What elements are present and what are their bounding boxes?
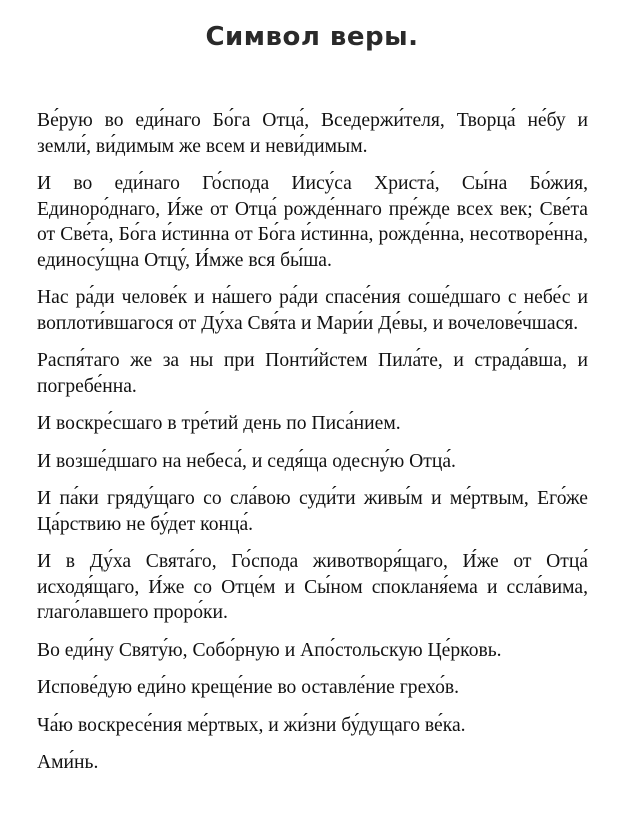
paragraph-2: И во еди́наго Го́спода Иису́са Христа́, Сы́на Бо́жия, Единоро́днаго, И́же от Отца́ рожде́ннаго пре́жде всех век; Све́та от Све́та, Бо́га и́стинна от Бо́га и́стинна, рожде́нна, несотворе́нна, единосу́щна Отцу́, И́мже вся бы́ша. — [37, 173, 588, 271]
paragraph-1: Ве́рую во еди́наго Бо́га Отца́, Вседержи́теля, Творца́ не́бу и земли́, ви́димым же всем и неви́димым. — [37, 110, 588, 157]
paragraph-6: И возше́дшаго на небеса́, и седя́ща одесну́ю Отца́. — [37, 450, 456, 472]
paragraph-8: И в Ду́ха Свята́го, Го́спода животворя́щаго, И́же от Отца́ исходя́щаго, И́же со Отце́м и Сы́ном спокланя́ема и ссла́вима, глаго́лавшего проро́ки. — [37, 551, 588, 623]
paragraph-3: Нас ра́ди челове́к и на́шего ра́ди спасе́ния соше́дшаго с небе́с и воплоти́вшагося от Ду́ха Свя́та и Мари́и Де́вы, и вочелове́чшася. — [37, 287, 588, 334]
paragraph-5: И воскре́сшаго в тре́тий день по Писа́нием. — [37, 413, 401, 434]
document-title: Символ веры. — [205, 22, 419, 52]
paragraph-9: Во еди́ну Святу́ю, Собо́рную и Апо́стольскую Це́рковь. — [37, 639, 502, 661]
paragraph-7: И па́ки гряду́щаго со сла́вою суди́ти живы́м и ме́ртвым, Его́же Ца́рствию не бу́дет конца́. — [37, 488, 588, 535]
paragraph-10: Испове́дую еди́но креще́ние во оставле́ние грехо́в. — [37, 677, 460, 698]
document-body — [37, 108, 588, 788]
paragraph-12: Ами́нь. — [37, 752, 99, 773]
paragraph-4: Распя́таго же за ны при Понти́йстем Пила́те, и страда́вша, и погребе́нна. — [37, 350, 588, 397]
paragraph-11: Ча́ю воскресе́ния ме́ртвых, и жи́зни бу́дущаго ве́ка. — [37, 714, 466, 736]
